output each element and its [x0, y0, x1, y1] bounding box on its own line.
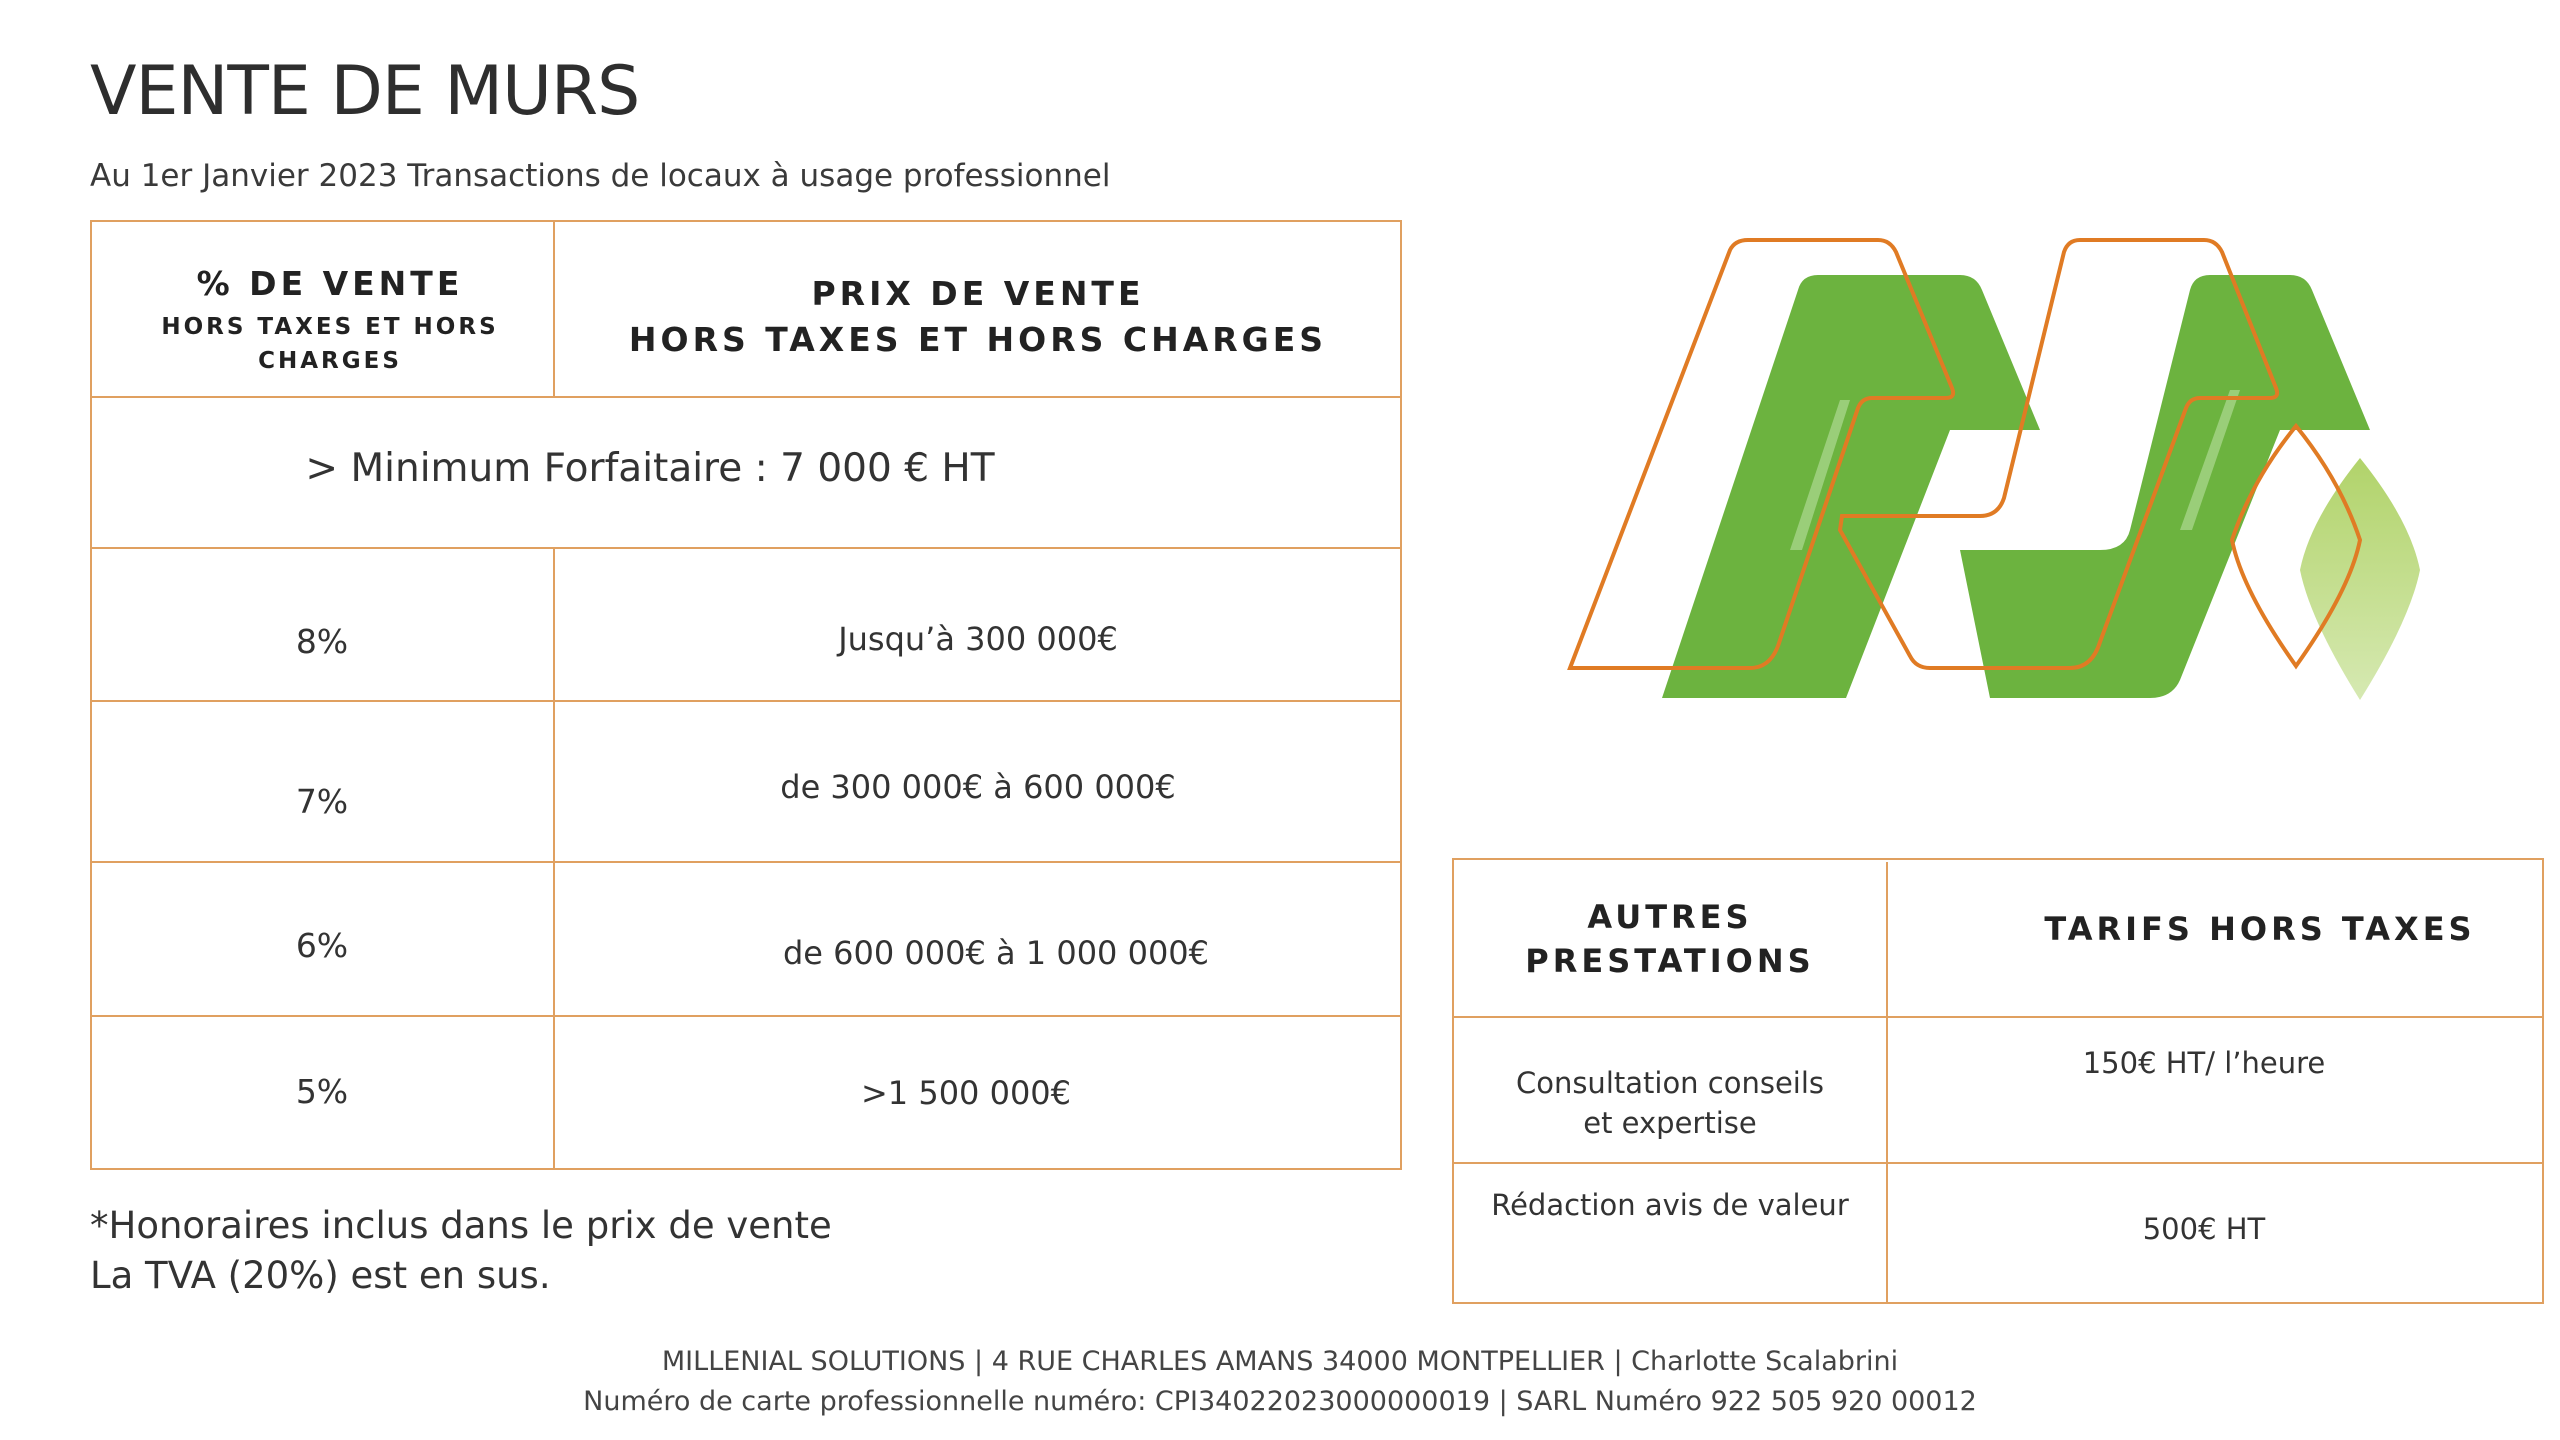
table-row-price: de 600 000€ à 1 000 000€	[782, 934, 1210, 972]
table-row-divider	[90, 861, 1402, 863]
logo-leaf-icon	[2300, 458, 2420, 700]
table-border	[90, 1168, 1402, 1170]
footer-company-info: MILLENIAL SOLUTIONS | 4 RUE CHARLES AMANS 34000 MONTPELLIER | Charlotte Scalabrini	[661, 1346, 1899, 1377]
table-row-percent: 6%	[295, 926, 349, 965]
table-border	[2542, 858, 2544, 1304]
table-border	[1452, 858, 2544, 860]
table-row-divider	[1452, 1016, 2544, 1018]
minimum-fee: > Minimum Forfaitaire : 7 000 € HT	[305, 446, 995, 491]
company-logo	[1540, 230, 2460, 710]
table-row-divider	[90, 547, 1402, 549]
table-border	[1400, 220, 1402, 1170]
table-column-divider	[553, 220, 555, 397]
table-column-divider	[553, 548, 555, 1170]
header-services-line2: PRESTATIONS	[1525, 942, 1815, 980]
table-row-divider	[1452, 1162, 2544, 1164]
service-name: Consultation conseils	[1515, 1066, 1825, 1100]
fees-note: *Honoraires inclus dans le prix de vente	[90, 1204, 832, 1247]
header-rates: TARIFS HORS TAXES	[2044, 910, 2476, 948]
logo-green-right-icon	[1960, 275, 2370, 698]
table-border	[90, 220, 1402, 222]
header-percent-sub: HORS TAXES ET HORS CHARGES	[161, 314, 499, 374]
table-row-divider	[90, 700, 1402, 702]
table-row-percent: 7%	[295, 782, 349, 821]
table-border	[1452, 1302, 2544, 1304]
service-name-cont: et expertise	[1583, 1106, 1757, 1140]
page-subtitle: Au 1er Janvier 2023 Transactions de locaux à usage professionnel	[90, 158, 1111, 194]
table-row-percent: 8%	[295, 622, 349, 661]
table-row-price: de 300 000€ à 600 000€	[780, 768, 1176, 806]
table-row-price: Jusqu’à 300 000€	[838, 620, 1118, 658]
service-rate: 150€ HT/ l’heure	[2082, 1046, 2326, 1080]
table-row-divider	[90, 1015, 1402, 1017]
header-price-line2: HORS TAXES ET HORS CHARGES	[628, 320, 1328, 359]
table-row-price: >1 500 000€	[860, 1074, 1072, 1112]
table-border	[90, 220, 92, 1170]
table-row-divider	[90, 396, 1402, 398]
header-percent: % DE VENTE	[196, 264, 464, 303]
table-row-percent: 5%	[295, 1072, 349, 1111]
footer-registration-info: Numéro de carte professionnelle numéro: CPI34022023000000019 | SARL Numéro 922 505 920 00012	[583, 1386, 1977, 1417]
page-title: VENTE DE MURS	[90, 52, 640, 131]
header-price-line1: PRIX DE VENTE	[811, 274, 1145, 313]
header-services-line1: AUTRES	[1587, 898, 1753, 936]
vat-note: La TVA (20%) est en sus.	[90, 1254, 551, 1297]
service-name: Rédaction avis de valeur	[1491, 1188, 1849, 1222]
service-rate: 500€ HT	[2142, 1212, 2266, 1246]
